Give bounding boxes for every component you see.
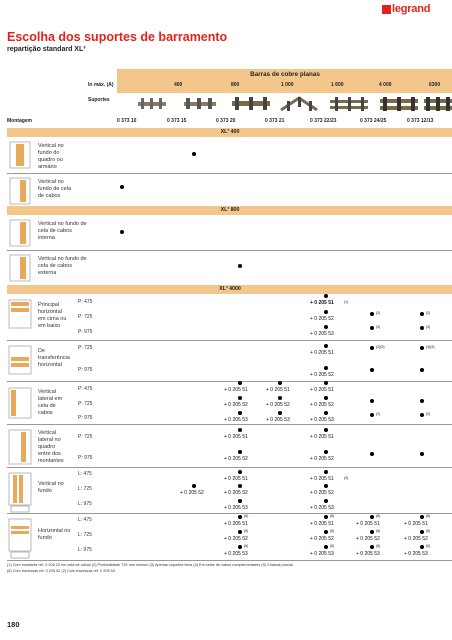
compat-dot [420, 312, 424, 316]
divider [7, 513, 452, 514]
compat-dot [420, 413, 424, 417]
montagem-row [0, 118, 452, 127]
footnote-mark: (6) [244, 529, 249, 533]
compat-dot [370, 452, 374, 456]
ref-text: + 0 205 51 [310, 476, 334, 482]
footnote-mark: (6) [376, 514, 381, 518]
compat-dot [420, 368, 424, 372]
section-label: Vertical lateral no quadro entre dos montantes [38, 430, 64, 464]
compat-dot [420, 530, 424, 534]
page-title: Escolha dos suportes de barramento [7, 30, 228, 44]
footnote-mark: (3) [426, 325, 431, 329]
footnote-mark: (6) [426, 514, 431, 518]
footnote-mark: (6) [330, 529, 335, 533]
compat-dot [238, 264, 242, 268]
supports-label: Suportes [88, 97, 110, 103]
band-xl4000: XL³ 4000 [7, 285, 452, 294]
footnote-mark: (2) [376, 311, 381, 315]
compat-dot [420, 515, 424, 519]
position-label: L: 725 [78, 486, 92, 492]
ref-text: + 0 205 53 [310, 551, 334, 557]
position-label: P: 975 [78, 455, 93, 461]
compat-dot [324, 294, 328, 298]
section-label: Vertical no fundo [38, 481, 64, 494]
compat-dot [278, 411, 282, 415]
footnote-mark: (2)(5) [376, 345, 385, 349]
ref-text: + 0 205 53 [310, 505, 334, 511]
compat-dot [324, 366, 328, 370]
imax-label: In máx. (A) [88, 82, 114, 88]
footnote-mark: (4) [344, 476, 349, 480]
section-label: Vertical no fundo de cela de cabos externa [38, 256, 87, 276]
imax-value: 6300 [429, 82, 441, 88]
footnote-mark: (6) [376, 544, 381, 548]
rear-horizontal-icon [7, 516, 33, 560]
band-xl400: XL³ 400 [7, 128, 452, 137]
footnote-mark: (6) [244, 514, 249, 518]
compat-dot [370, 530, 374, 534]
footnote-mark: (6) [426, 544, 431, 548]
ref-text: + 0 205 52 [224, 490, 248, 496]
compat-dot [238, 396, 242, 400]
ref-text: + 0 205 52 [404, 536, 428, 542]
compat-dot [238, 484, 242, 488]
position-label: P: 725 [78, 434, 93, 440]
ref-text: + 0 205 52 [310, 372, 334, 378]
footnote-mark: (6) [244, 544, 249, 548]
divider [7, 467, 452, 468]
section-label: Vertical no fundo de cela de cabos [38, 179, 72, 199]
header-title: Barras de cobre planas [250, 71, 320, 78]
ref-text: + 0 205 53 [224, 417, 248, 423]
footnote-mark: (2) [376, 412, 381, 416]
lateral-busbar-icon [7, 385, 33, 421]
footnote-mark: (6) [330, 544, 335, 548]
footnote-mark: (6) [426, 529, 431, 533]
position-label: P: 975 [78, 367, 93, 373]
cabinet-icon [7, 218, 33, 248]
compat-dot [324, 450, 328, 454]
compat-dot [370, 413, 374, 417]
position-label: P: 475 [78, 386, 93, 392]
ref-text: + 0 205 51 [404, 521, 428, 527]
compat-dot [370, 326, 374, 330]
compat-dot [120, 185, 124, 189]
position-label: L: 475 [78, 471, 92, 477]
compat-dot [238, 530, 242, 534]
ref-text: + 0 205 52 [224, 402, 248, 408]
position-label: L: 725 [78, 532, 92, 538]
ref-text: + 0 205 52 [224, 456, 248, 462]
imax-value: 400 [174, 82, 183, 88]
compat-dot [420, 452, 424, 456]
ref-text: + 0 205 51 [224, 387, 248, 393]
compat-dot [420, 399, 424, 403]
section-label: Vertical no fundo do quadro ou armário [38, 143, 64, 170]
ref-text: + 0 205 51 [310, 434, 334, 440]
rear-vertical-icon [7, 470, 33, 514]
busbar-support-icon [379, 96, 419, 111]
busbar-support-icon [183, 96, 217, 111]
compat-dot [324, 499, 328, 503]
footnote-mark: (6) [376, 529, 381, 533]
band-xl800: XL³ 800 [7, 206, 452, 215]
support-ref: 0 373 15 [167, 118, 187, 124]
page-number: 180 [7, 620, 20, 629]
ref-text: + 0 205 51 [266, 387, 290, 393]
ref-text: + 0 205 52 [310, 536, 334, 542]
compat-dot [324, 396, 328, 400]
support-ref: 0 373 12/13 [407, 118, 434, 124]
divider [7, 250, 452, 251]
ref-text: + 0 205 52 [310, 490, 334, 496]
position-label: P: 725 [78, 314, 93, 320]
divider [7, 340, 452, 341]
table-header [117, 69, 452, 93]
compat-dot [370, 346, 374, 350]
ref-text: + 0 205 52 [356, 536, 380, 542]
compat-dot [238, 381, 242, 385]
support-images [117, 93, 452, 117]
cabinet-icon [7, 253, 33, 283]
ref-text: + 0 205 53 [310, 331, 334, 337]
ref-text: + 0 205 52 [266, 402, 290, 408]
compat-dot [324, 470, 328, 474]
compat-dot [238, 470, 242, 474]
compat-dot [420, 326, 424, 330]
section-label: Vertical no fundo de cela de cabos interna [38, 221, 87, 241]
compat-dot [120, 230, 124, 234]
compat-dot [238, 545, 242, 549]
compat-dot [238, 515, 242, 519]
imax-value: 800 [231, 82, 240, 88]
compat-dot [370, 545, 374, 549]
cabinet-icon [7, 140, 33, 170]
section-label: De transferência horizontal [38, 348, 70, 368]
ref-text: + 0 205 51 [224, 476, 248, 482]
section-label: Horizontal no fundo [38, 528, 71, 541]
imax-value: 1 000 [281, 82, 294, 88]
brand-name: legrand [392, 3, 431, 15]
ref-text: + 0 205 53 [356, 551, 380, 557]
ref-text: + 0 205 51 [356, 521, 380, 527]
ref-text: + 0 205 52 [180, 490, 204, 496]
footnote-mark: (6) [330, 514, 335, 518]
divider [7, 560, 452, 561]
imax-value: 4 000 [379, 82, 392, 88]
support-ref: 0 373 20 [216, 118, 236, 124]
divider [7, 424, 452, 425]
page-subtitle: repartição standard XL³ [7, 46, 86, 53]
imax-value: 1 600 [331, 82, 344, 88]
position-label: L: 975 [78, 547, 92, 553]
footnote-mark: (4)(5) [426, 345, 435, 349]
montagem-label: Montagem [7, 118, 32, 124]
divider [7, 381, 452, 382]
support-ref: 0 373 22/23 [310, 118, 337, 124]
position-label: P: 975 [78, 415, 93, 421]
lateral-busbar-icon [7, 427, 33, 467]
position-label: L: 475 [78, 517, 92, 523]
compat-dot [370, 368, 374, 372]
position-label: P: 725 [78, 401, 93, 407]
compat-dot [278, 381, 282, 385]
busbar-support-icon [329, 96, 369, 111]
ref-text: + 0 205 53 [266, 417, 290, 423]
busbar-support-icon [279, 96, 319, 111]
ref-text: + 0 205 53 [224, 505, 248, 511]
compat-dot [238, 450, 242, 454]
compat-dot [324, 484, 328, 488]
ref-text: + 0 205 51 [310, 521, 334, 527]
position-label: P: 475 [78, 299, 93, 305]
ref-text: + 0 205 51 [224, 434, 248, 440]
section-label: Vertical lateral em cela de cabos [38, 389, 63, 416]
busbar-support-icon [231, 96, 271, 111]
compat-dot [370, 399, 374, 403]
compat-dot [324, 325, 328, 329]
position-label: L: 975 [78, 501, 92, 507]
compat-dot [192, 152, 196, 156]
legrand-logo-icon [382, 5, 391, 14]
cabinet-icon [7, 176, 33, 206]
support-ref: 0 373 24/25 [360, 118, 387, 124]
section-label: Principal horizontal em cima ou em baixo [38, 302, 67, 329]
compat-dot [238, 411, 242, 415]
footnote-mark: (3) [376, 325, 381, 329]
brand-bar [0, 0, 452, 22]
transfer-busbar-icon [7, 343, 33, 377]
divider [7, 173, 452, 174]
compat-dot [324, 545, 328, 549]
busbar-support-icon [137, 96, 167, 111]
compat-dot [324, 428, 328, 432]
footnote-mark: (1) [344, 300, 349, 304]
ref-text: + 0 205 52 [310, 402, 334, 408]
compat-dot [370, 515, 374, 519]
compat-dot [420, 346, 424, 350]
compat-dot [238, 428, 242, 432]
footnote-line: (1) Com montante ref. 0 205 20 em cela de cabos (2) Profundidade 725 mm mínimo (3) Apenas suportes fixos (4) Em celas de cabos complementares (5) Chassis parcial [7, 563, 293, 567]
horizontal-busbar-icon [7, 296, 33, 332]
ref-text: + 0 205 53 [224, 551, 248, 557]
compat-dot [324, 344, 328, 348]
ref-text: + 0 205 51 [310, 387, 334, 393]
compat-dot [324, 515, 328, 519]
compat-dot [420, 545, 424, 549]
support-ref: 0 373 21 [265, 118, 285, 124]
ref-text: + 0 205 52 [310, 316, 334, 322]
ref-text: + 0 205 51 [224, 521, 248, 527]
compat-dot [324, 530, 328, 534]
busbar-support-icon [423, 96, 452, 111]
ref-text: + 0 205 52 [224, 536, 248, 542]
support-ref: 0 373 10 [117, 118, 137, 124]
position-label: P: 975 [78, 329, 93, 335]
compat-dot [278, 396, 282, 400]
footnote-mark: (2) [426, 412, 431, 416]
compat-dot [192, 484, 196, 488]
ref-text: + 0 205 51 [310, 300, 334, 306]
ref-text: + 0 205 52 [310, 456, 334, 462]
ref-text: + 0 205 53 [404, 551, 428, 557]
ref-text: + 0 205 51 [310, 350, 334, 356]
footnote-line: (6) Com travessas ref. 0 205 52 (2) Com travessas ref. 0 205 53 [7, 569, 115, 573]
footnote-mark: (2) [426, 311, 431, 315]
compat-dot [324, 411, 328, 415]
compat-dot [324, 310, 328, 314]
position-label: P: 725 [78, 345, 93, 351]
compat-dot [370, 312, 374, 316]
ref-text: + 0 205 53 [310, 417, 334, 423]
compat-dot [324, 381, 328, 385]
compat-dot [238, 499, 242, 503]
